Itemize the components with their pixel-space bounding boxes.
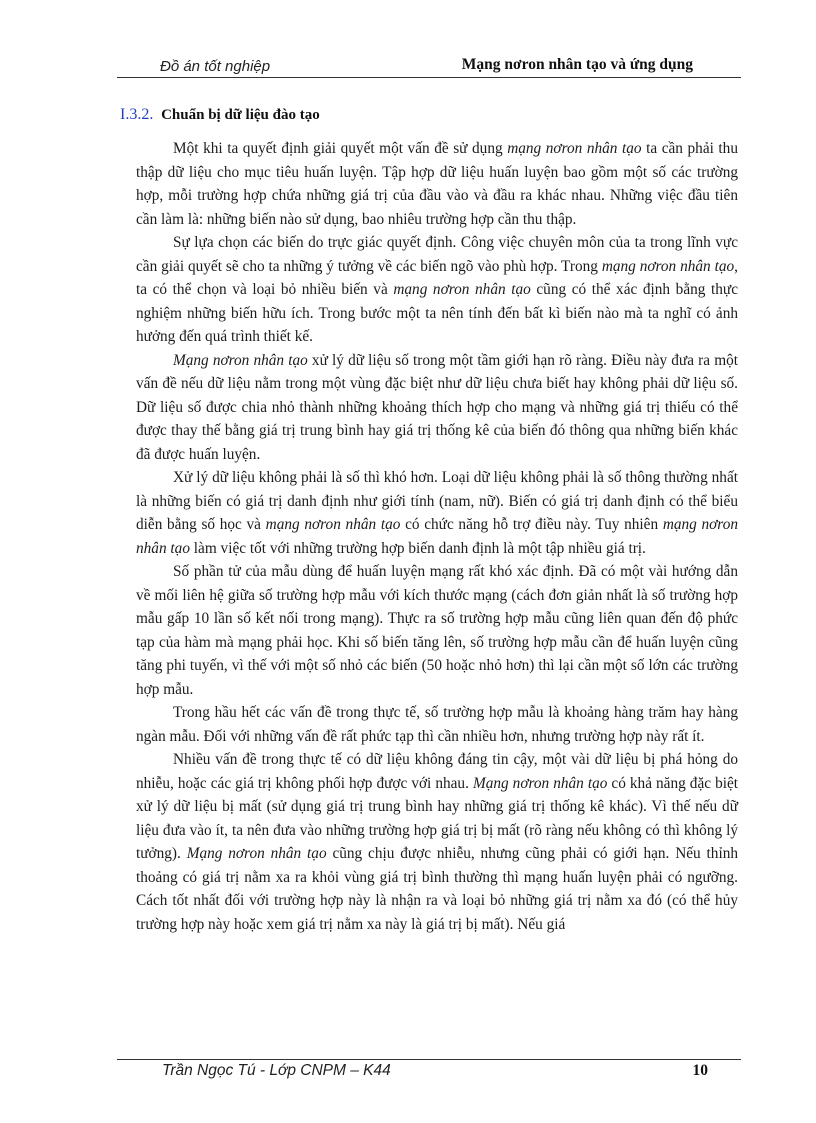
text-run: có khả năng đặc biệt xử lý dữ liệu bị mất (sử dụng giá trị trung bình hay những giá trị thống kê khác). Vì thế nếu dữ liệu đưa vào ít, ta nên đưa vào những trường hợp giá trị bị mất (rõ ràng nếu không có thì không lý tưởng). [136,774,739,862]
paragraph [136,701,738,748]
text-run: có chức năng hỗ trợ điều này. Tuy nhiên [400,516,663,533]
paragraph [136,466,738,560]
emphasis-term: mạng nơron nhân tạo [507,140,642,157]
footer-divider [117,1059,741,1060]
emphasis-term: mạng nơron nhân tạo [136,516,738,557]
header-divider [117,77,741,78]
paragraph [136,137,738,231]
paragraph [136,560,738,701]
text-run: Nhiều vấn đề trong thực tế có dữ liệu không đáng tin cậy, một vài dữ liệu bị phá hỏng do nhiễu, hoặc các giá trị không phối hợp được với nhau. [136,751,738,792]
emphasis-term: mạng nơron nhân tạo [601,257,735,275]
page-number: 10 [692,1062,708,1079]
section-number: I.3.2. [120,106,154,123]
header-document-title: Đồ án tốt nghiệp [160,58,271,75]
emphasis-term: mạng nơron nhân tạo [265,516,401,533]
text-run: làm việc tốt với những trường hợp biến danh định là một tập nhiều giá trị. [189,539,646,557]
text-run: Xử lý dữ liệu không phải là số thì khó hơn. Loại dữ liệu không phải là số thông thường nhất là những biến có giá trị danh định như giới tính (nam, nữ). Biến có giá trị danh định có thể biểu diễn bằng số học và [136,469,738,533]
text-run: cũng chịu được nhiễu, nhưng cũng phải có giới hạn. Nếu thỉnh thoảng có giá trị nằm xa ra khỏi vùng giá trị bình thường thì mạng huấn luyện phải có ngưỡng. Cách tốt nhất đối với trường hợp này là nhận ra và loại bỏ những giá trị nằm xa đó (có thể hủy trường hợp này hoặc xem giá trị nằm xa này là giá trị bị mất). Nếu giá [136,845,739,933]
emphasis-term: Mạng nơron nhân tạo [186,845,327,862]
emphasis-term: Mạng nơron nhân tạo [173,351,308,369]
body-text [136,137,738,936]
paragraph [136,748,738,936]
text-run: Sự lựa chọn các biến do trực giác quyết định. Công việc chuyên môn của ta trong lĩnh vực cần giải quyết sẽ cho ta những ý tưởng về các biến ngõ vào phù hợp. Trong [136,234,738,275]
paragraph [136,349,738,467]
section-title: Chuẩn bị dữ liệu đào tạo [161,107,320,123]
text-run: Trong hầu hết các vấn đề trong thực tế, số trường hợp mẫu là khoảng hàng trăm hay hàng ngàn mẫu. Đối với những vấn đề rất phức tạp thì cần nhiều hơn, nhưng trường hợp này rất ít. [136,704,738,745]
text-run: Số phần tử của mẫu dùng để huấn luyện mạng rất khó xác định. Đã có một vài hướng dẫn về mối liên hệ giữa số trường hợp mẫu với kích thước mạng (cách đơn giản nhất là số trường hợp mẫu gấp 10 lần số kết nối trong mạng). Thực ra số trường hợp mẫu cũng liên quan đến độ phức tạp của hàm mà mạng phải học. Khi số biến tăng lên, số trường hợp mẫu cần để huấn luyện cũng tăng phi tuyến, vì thế với một số nhỏ các biến (50 hoặc nhỏ hơn) thì lại cần một số lớn các trường hợp mẫu. [136,563,738,698]
emphasis-term: mạng nơron nhân tạo [393,281,531,298]
emphasis-term: Mạng nơron nhân tạo [472,774,608,792]
text-run: Một khi ta quyết định giải quyết một vấn đề sử dụng [173,140,508,157]
paragraph [136,231,738,349]
text-run: xử lý dữ liệu số trong một tầm giới hạn rõ ràng. Điều này đưa ra một vấn đề nếu dữ liệu nằm trong một vùng đặc biệt như dữ liệu chưa biết hay không phải dữ liệu số. Dữ liệu số được chia nhỏ thành những khoảng thích hợp cho mạng và những giá trị thiếu có thể được thay thế bằng giá trị trung bình hay giá trị thống kê của biến đó thông qua những biến khác đã được huấn luyện. [136,351,738,463]
footer-author: Trần Ngọc Tú - Lớp CNPM – K44 [162,1062,391,1079]
text-run: ta cần phải thu thập dữ liệu cho mục tiêu huấn luyện. Tập hợp dữ liệu huấn luyện bao gồm một số các trường hợp, mỗi trường hợp chứa những giá trị của đầu vào và đầu ra khác nhau. Những việc đầu tiên cần làm là: những biến nào sử dụng, bao nhiêu trường hợp cần thu thập. [136,140,738,228]
text-run: , ta có thể chọn và loại bỏ nhiều biến và [136,257,738,298]
text-run: cũng có thể xác định bằng thực nghiệm những biến hữu ích. Trong bước một ta nên tính đến bất kì biến nào mà ta nghĩ có ảnh hưởng đến quá trình thiết kế. [136,281,738,345]
header-chapter-title: Mạng nơron nhân tạo và ứng dụng [461,56,693,73]
section-heading [120,106,320,124]
